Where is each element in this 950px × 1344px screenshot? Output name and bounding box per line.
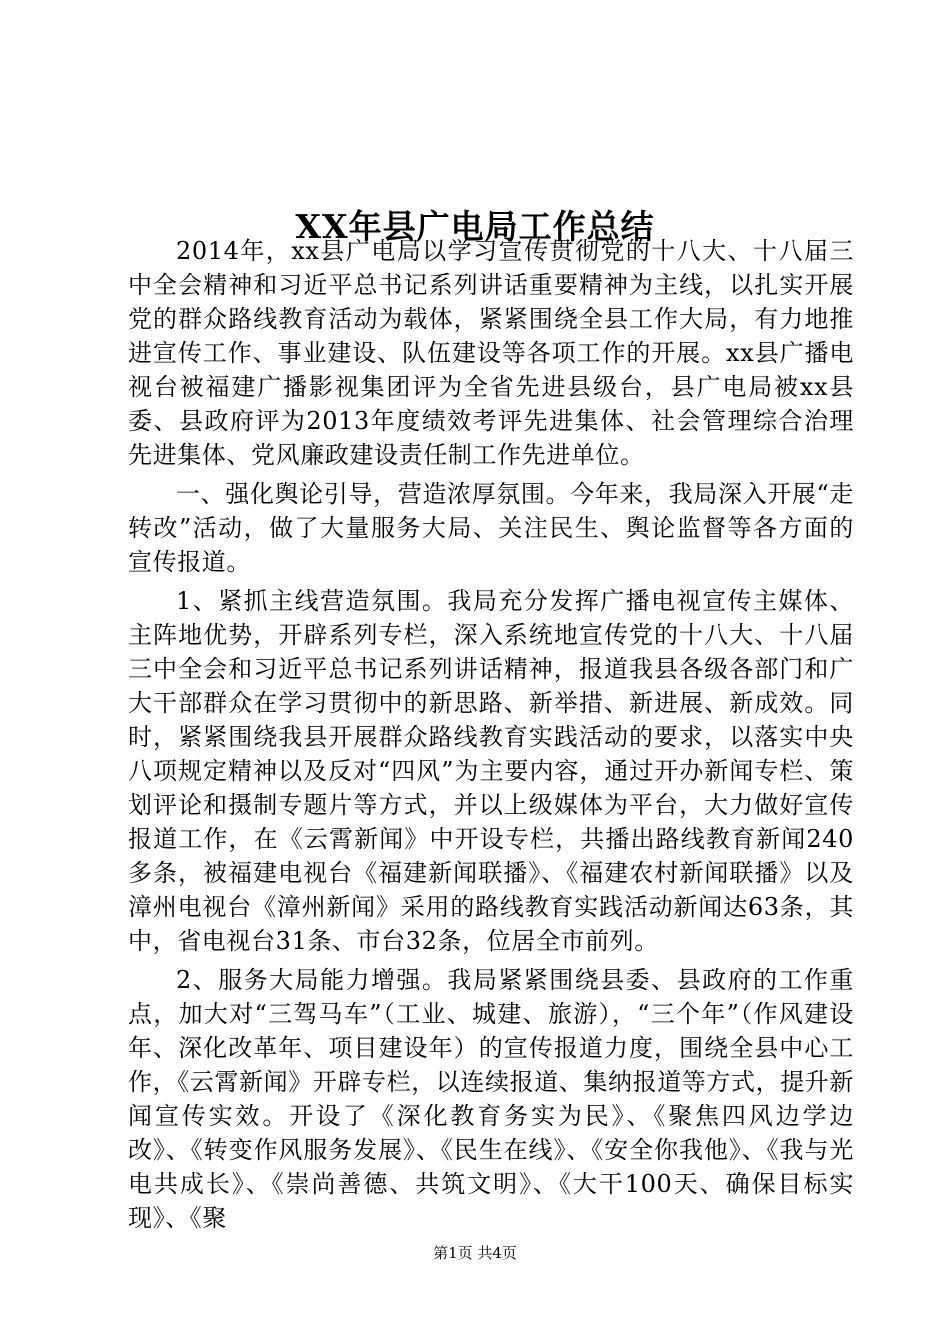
item-two-paragraph: 2、服务大局能力增强。我局紧紧围绕县委、县政府的工作重点，加大对“三驾马车”（工业、城建、旅游），“三个年”（作风建设年、深化改革年、项目建设年）的宣传报道力度，围绕全县中心工作，《云霄新闻》开辟专栏，以连续报道、集纳报道等方式，提升新闻宣传实效。开设了《深化教育务实为民》、《聚焦四风边学边改》、《转变作风服务发展》、《民生在线》、《安全你我他》、《我与光电共成长》、《崇尚善德、共筑文明》、《大干100天、确保目标实现》、《聚 <box>128 966 854 1232</box>
page-number-footer: 第1页 共4页 <box>433 1244 517 1262</box>
document-title: XX年县广电局工作总结 <box>295 207 655 247</box>
section-one-paragraph: 一、强化舆论引导，营造浓厚氛围。今年来，我局深入开展“走转改”活动，做了大量服务大局、关注民生、舆论监督等各方面的宣传报道。 <box>128 480 854 576</box>
document-body <box>128 234 854 1235</box>
item-one-paragraph: 1、紧抓主线营造氛围。我局充分发挥广播电视宣传主媒体、主阵地优势，开辟系列专栏，深入系统地宣传党的十八大、十八届三中全会和习近平总书记系列讲话精神，报道我县各级各部门和广大干部群众在学习贯彻中的新思路、新举措、新进展、新成效。同时，紧紧围绕我县开展群众路线教育实践活动的要求，以落实中央八项规定精神以及反对“四风”为主要内容，通过开办新闻专栏、策划评论和摄制专题片等方式，并以上级媒体为平台，大力做好宣传报道工作，在《云霄新闻》中开设专栏，共播出路线教育新闻240多条，被福建电视台《福建新闻联播》、《福建农村新闻联播》以及漳州电视台《漳州新闻》采用的路线教育实践活动新闻达63条，其中，省电视台31条、市台32条，位居全市前列。 <box>128 587 854 955</box>
intro-paragraph: 2014年，xx县广电局以学习宣传贯彻党的十八大、十八届三中全会精神和习近平总书记系列讲话重要精神为主线，以扎实开展党的群众路线教育活动为载体，紧紧围绕全县工作大局，有力地推进宣传工作、事业建设、队伍建设等各项工作的开展。xx县广播电视台被福建广播影视集团评为全省先进县级台，县广电局被xx县委、县政府评为2013年度绩效考评先进集体、社会管理综合治理先进集体、党风廉政建设责任制工作先进单位。 <box>128 237 854 469</box>
